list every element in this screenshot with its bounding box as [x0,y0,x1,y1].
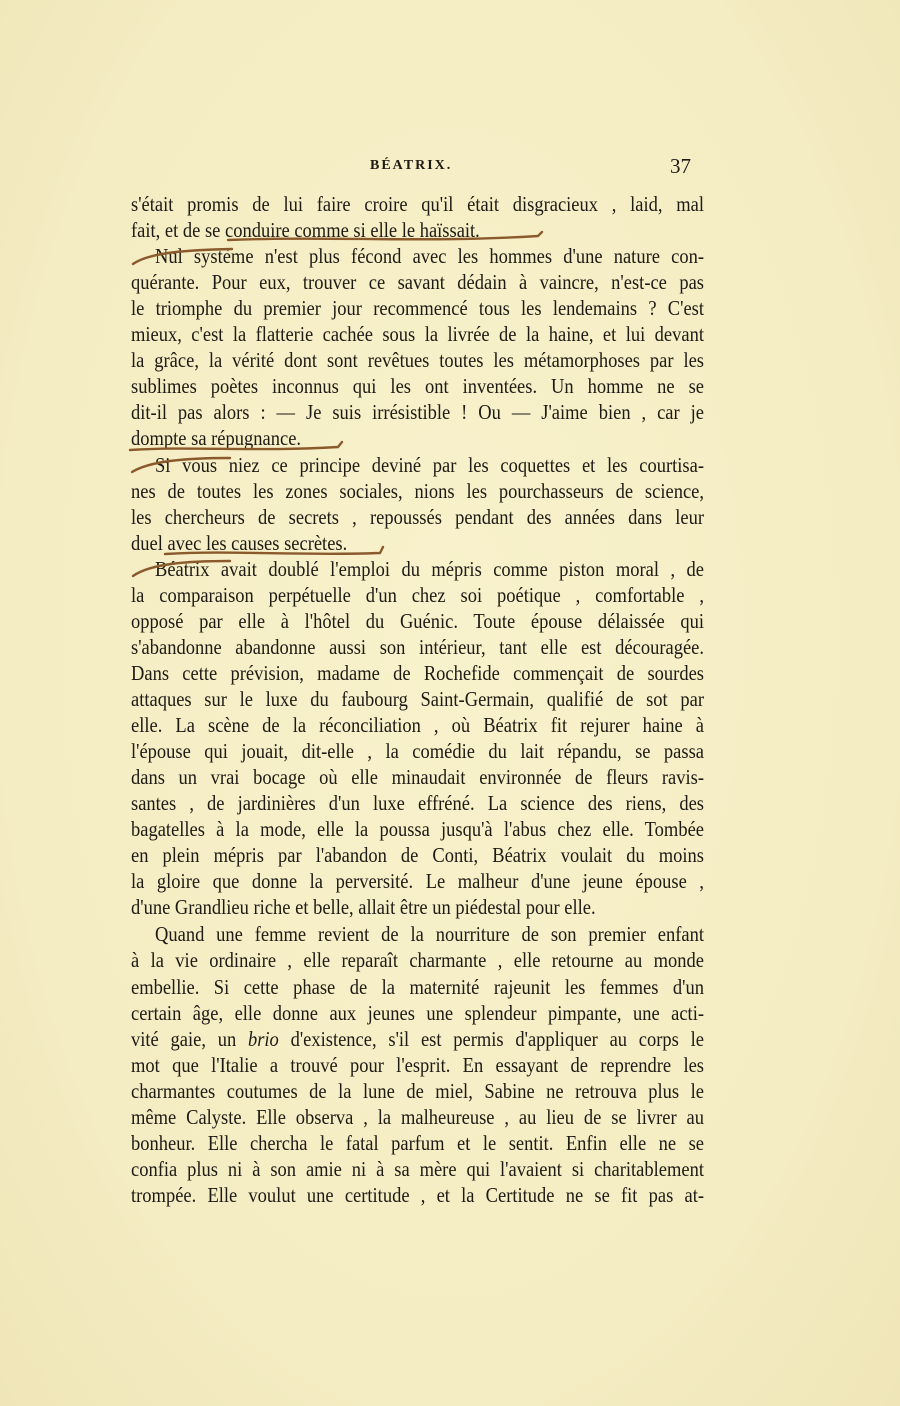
page-number: 37 [670,154,691,178]
text-line: en plein mépris par l'abandon de Conti, Béatrix voulait du moins [131,845,704,868]
text-line: l'épouse qui jouait, dit-elle , la comédie du lait répandu, se passa [131,741,704,764]
text-line: d'une Grandlieu riche et belle, allait être un piédestal pour elle. [131,897,596,920]
text-line: Béatrix avait doublé l'emploi du mépris comme piston moral , de [155,558,704,582]
text-line: dans un vrai bocage où elle minaudait environnée de fleurs ravis- [131,767,704,790]
text-segment: vité gaie, un [131,1028,248,1052]
text-line: les chercheurs de secrets , repoussés pendant des années dans leur [131,506,704,530]
text-line: nes de toutes les zones sociales, nions les pourchasseurs de science, [131,480,704,504]
underline-mark [130,442,342,450]
text-line: bagatelles à la mode, elle la poussa jusqu'à l'abus chez elle. Tombée [131,819,704,842]
text-line: quérante. Pour eux, trouver ce savant dédain à vaincre, n'est-ce pas [131,272,704,295]
text-line: fait, et de se conduire comme si elle le haïssait. [131,220,480,243]
text-line: elle. La scène de la réconciliation , où Béatrix fit rejurer haine à [131,715,704,738]
text-line: attaques sur le luxe du faubourg Saint-Germain, qualifié de sot par [131,689,704,712]
text-line: certain âge, elle donne aux jeunes une splendeur pimpante, une acti- [131,1002,704,1026]
text-line: la comparaison perpétuelle d'un chez soi poétique , comfortable , [131,584,704,608]
text-line: bonheur. Elle chercha le fatal parfum et le sentit. Enfin elle ne se [131,1132,704,1156]
bracket-mark [133,249,232,264]
text-line: la gloire que donne la perversité. Le malheur d'une jeune épouse , [131,871,704,894]
text-line: Nul système n'est plus fécond avec les hommes d'une nature con- [155,246,704,269]
text-line: Quand une femme revient de la nourriture de son premier enfant [155,924,704,947]
text-line: embellie. Si cette phase de la maternité rajeunit les femmes d'un [131,976,704,1000]
text-line: santes , de jardinières d'un luxe effréné. La science des riens, des [131,793,704,816]
text-line: dompte sa répugnance. [131,428,302,451]
italic-word: brio [247,1028,279,1052]
bracket-mark [132,458,230,472]
text-line: mieux, c'est la flatterie cachée sous la livrée de la haine, et lui devant [131,324,704,347]
underline-mark [165,547,383,554]
text-line: Si vous niez ce principe deviné par les coquettes et les courtisa- [155,454,704,478]
text-line: s'était promis de lui faire croire qu'il était disgracieux , laid, mal [131,194,704,217]
text-line: le triomphe du premier jour recommencé tous les lendemains ? C'est [131,298,704,321]
underline-mark [228,232,542,240]
text-line: confia plus ni à son amie ni à sa mère qui l'avaient si charitablement [131,1158,704,1182]
text-line: dit-il pas alors : — Je suis irrésistible ! Ou — J'aime bien , car je [131,402,704,425]
text-line: trompée. Elle voulut une certitude , et la Certitude ne se fit pas at- [131,1185,704,1208]
text-line: mot que l'Italie a trouvé pour l'esprit. En essayant de reprendre les [131,1054,704,1078]
text-line: sublimes poètes inconnus qui les ont inventées. Un homme ne se [131,376,704,399]
text-segment: d'existence, s'il est permis d'appliquer au corps le [278,1028,704,1052]
text-line: la grâce, la vérité dont sont revêtues toutes les métamorphoses par les [131,350,704,373]
text-line: duel avec les causes secrètes. [131,532,348,556]
text-line: charmantes coutumes de la lune de miel, Sabine ne retrouva plus le [131,1080,704,1104]
running-title: BÉATRIX. [370,158,453,173]
text-line: s'abandonne abandonne aussi son intérieur, tant elle est découragée. [131,636,704,660]
bracket-mark [133,561,230,576]
text-line: Dans cette prévision, madame de Rochefide commençait de sourdes [131,663,704,686]
text-line: opposé par elle à l'hôtel du Guénic. Toute épouse délaissée qui [131,610,704,634]
text-line: à la vie ordinaire , elle reparaît charmante , elle retourne au monde [131,950,704,973]
text-line: même Calyste. Elle observa , la malheureuse , au lieu de se livrer au [131,1106,704,1130]
